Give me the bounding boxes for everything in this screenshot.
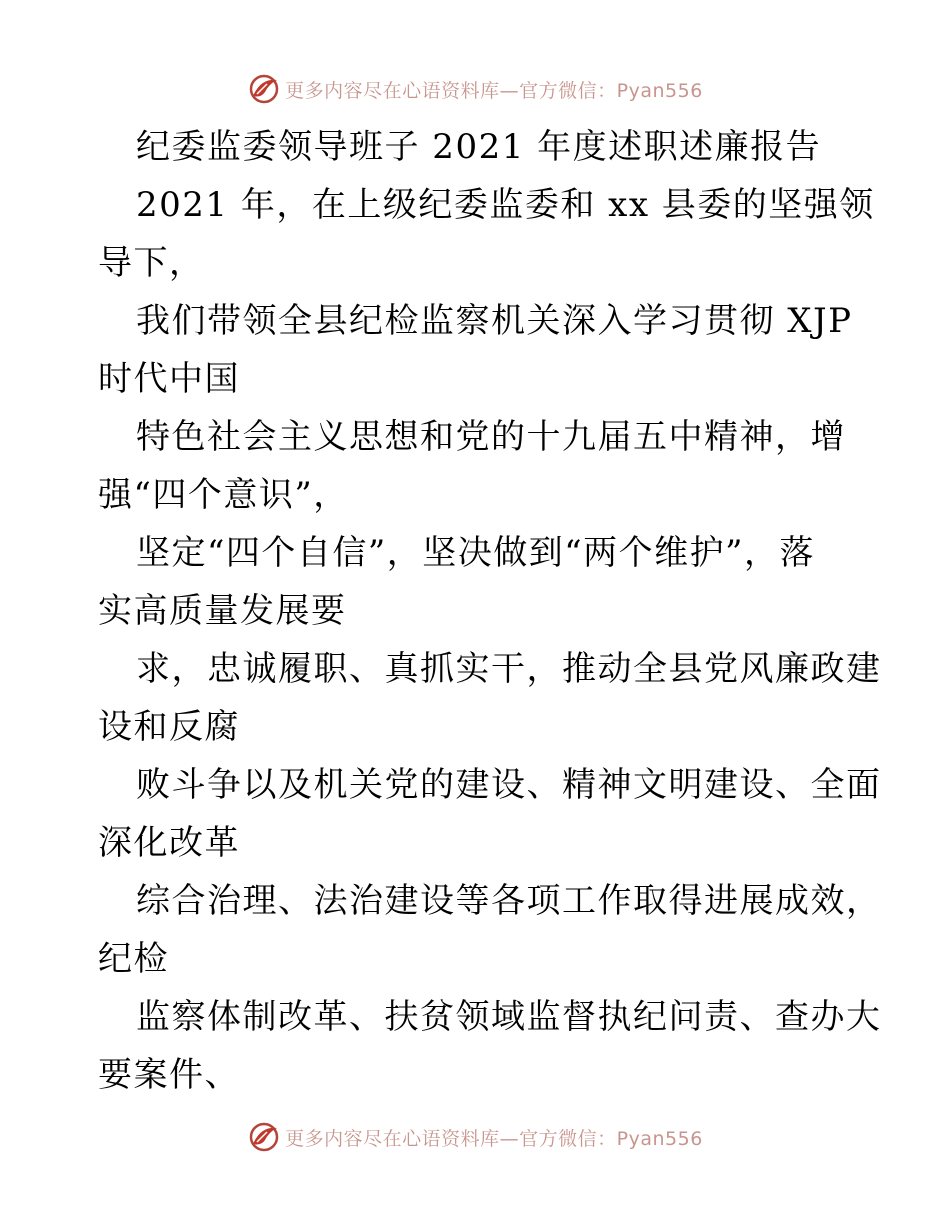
document-line: 坚定“四个自信”，坚决做到“两个维护”，落 [136,533,816,573]
document-line: 2021 年，在上级纪委监委和 xx 县委的坚强领 [136,185,875,225]
pen-nib-logo-icon [247,72,281,106]
watermark-text: 更多内容尽在心语资料库—官方微信：Pyan556 [285,79,703,102]
document-line: 导下， [98,243,205,283]
document-line: 监察体制改革、扶贫领域监督执纪问责、查办大 [136,997,882,1037]
document-line: 实高质量发展要 [98,591,347,631]
document-line: 特色社会主义思想和党的十九届五中精神，增 [136,417,846,457]
document-line: 设和反腐 [98,707,240,747]
document-line: 败斗争以及机关党的建设、精神文明建设、全面 [136,765,882,805]
document-line: 我们带领全县纪检监察机关深入学习贯彻 XJP [136,301,853,341]
document-line: 综合治理、法治建设等各项工作取得进展成效， [136,881,882,921]
document-body [98,118,882,1104]
document-line: 时代中国 [98,359,240,399]
document-line: 求，忠诚履职、真抓实干，推动全县党风廉政建 [136,649,882,689]
header-watermark [0,72,950,106]
document-line: 要案件、 [98,1055,240,1095]
footer-watermark [0,1120,950,1154]
document-line: 纪委监委领导班子 2021 年度述职述廉报告 [136,127,822,167]
document-line: 深化改革 [98,823,240,863]
watermark-text: 更多内容尽在心语资料库—官方微信：Pyan556 [285,1127,703,1150]
document-line: 强“四个意识”， [98,475,349,515]
pen-nib-logo-icon [247,1120,281,1154]
document-line: 纪检 [98,939,169,979]
